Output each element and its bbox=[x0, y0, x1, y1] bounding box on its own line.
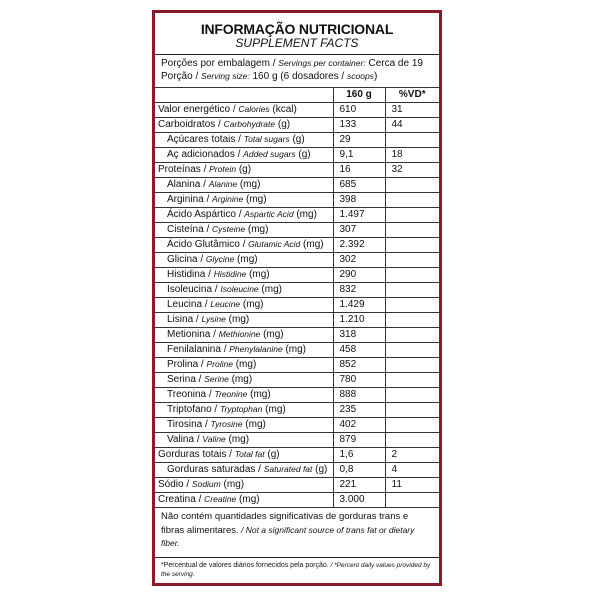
nutrient-name bbox=[155, 118, 333, 133]
nutrient-name bbox=[155, 433, 333, 448]
nutrient-unit: (mg) bbox=[245, 224, 269, 236]
nutrition-facts-panel bbox=[152, 10, 442, 586]
nutrient-dv bbox=[385, 403, 439, 418]
table-row bbox=[155, 358, 439, 373]
nutrient-name-en: Alanine bbox=[208, 179, 238, 190]
nutrient-amount: 302 bbox=[333, 253, 385, 268]
nutrient-amount: 780 bbox=[333, 373, 385, 388]
nutrient-name bbox=[155, 463, 333, 478]
nutrient-dv bbox=[385, 343, 439, 358]
nutrient-amount: 235 bbox=[333, 403, 385, 418]
nutrient-amount: 307 bbox=[333, 223, 385, 238]
table-row bbox=[155, 403, 439, 418]
nutrient-name-en: Serine bbox=[204, 374, 229, 385]
nutrient-name-pt: Histidina / bbox=[167, 269, 214, 281]
nutrient-name-pt: Arginina / bbox=[167, 194, 213, 206]
nutrient-name-pt: Glicina / bbox=[167, 254, 206, 266]
nutrient-dv bbox=[385, 193, 439, 208]
nutrient-name-pt: Valor energético / bbox=[158, 104, 239, 116]
nutrient-unit: (mg) bbox=[225, 314, 250, 326]
nutrient-amount: 2.392 bbox=[333, 238, 385, 253]
nutrient-unit: (g) bbox=[312, 464, 328, 476]
nutrient-name-en: Cysteine bbox=[212, 224, 246, 235]
nutrient-amount: 221 bbox=[333, 478, 385, 493]
nutrient-name bbox=[155, 178, 333, 193]
nutrient-name-en: Lysine bbox=[201, 314, 226, 325]
nutrient-dv bbox=[385, 433, 439, 448]
panel-subtitle: SUPPLEMENT FACTS bbox=[235, 36, 359, 50]
header-amount: 160 g bbox=[333, 88, 385, 103]
nutrient-name-pt: Ácido Glutâmico / bbox=[167, 239, 249, 251]
serving-size-unit: scoops bbox=[347, 71, 374, 81]
serving-info bbox=[155, 55, 439, 83]
nutrient-name bbox=[155, 208, 333, 223]
nutrient-name-en: Phenylalanine bbox=[229, 344, 283, 355]
nutrient-name-en: Tyrosine bbox=[210, 419, 243, 430]
table-row bbox=[155, 418, 439, 433]
nutrient-name-pt: Gorduras totais / bbox=[158, 449, 235, 461]
nutrient-unit: (mg) bbox=[260, 329, 284, 341]
nutrient-dv bbox=[385, 253, 439, 268]
nutrient-name-en: Calories bbox=[238, 104, 270, 115]
nutrient-name-en: Added sugars bbox=[243, 149, 296, 160]
nutrient-name-pt: Tirosina / bbox=[167, 419, 211, 431]
nutrient-dv bbox=[385, 388, 439, 403]
table-row bbox=[155, 343, 439, 358]
daily-value-note bbox=[155, 557, 439, 582]
nutrient-amount: 290 bbox=[333, 268, 385, 283]
nutrient-unit: (mg) bbox=[247, 389, 271, 401]
nutrient-name-pt: Carboidratos / bbox=[158, 119, 224, 131]
nutrient-amount: 610 bbox=[333, 103, 385, 118]
nutrient-dv bbox=[385, 223, 439, 238]
nutrient-unit: (mg) bbox=[258, 284, 282, 296]
nutrient-name bbox=[155, 313, 333, 328]
note-pt: *Percentual de valores diários fornecidos pela porção. bbox=[161, 561, 329, 569]
nutrient-dv bbox=[385, 238, 439, 253]
nutrient-name bbox=[155, 163, 333, 178]
nutrition-table bbox=[155, 87, 439, 508]
nutrient-name-en: Methionine bbox=[218, 329, 261, 340]
nutrient-name-en: Arginine bbox=[212, 194, 244, 205]
nutrient-dv: 11 bbox=[385, 478, 439, 493]
nutrient-unit: (mg) bbox=[246, 269, 270, 281]
nutrient-dv: 2 bbox=[385, 448, 439, 463]
nutrient-name-en: Creatine bbox=[204, 494, 237, 505]
nutrient-name bbox=[155, 403, 333, 418]
table-row bbox=[155, 133, 439, 148]
trans-fat-statement bbox=[155, 508, 439, 551]
nutrient-amount: 879 bbox=[333, 433, 385, 448]
nutrient-unit: (g) bbox=[236, 164, 252, 176]
nutrient-name-pt: Leucina / bbox=[167, 299, 211, 311]
nutrient-dv bbox=[385, 328, 439, 343]
nutrient-name-en: Glycine bbox=[205, 254, 235, 265]
table-row bbox=[155, 493, 439, 508]
nutrient-name-pt: Valina / bbox=[167, 434, 203, 446]
table-row bbox=[155, 433, 439, 448]
nutrient-name-pt: Aç adicionados / bbox=[167, 149, 244, 161]
nutrient-unit: (mg) bbox=[228, 374, 253, 386]
nutrient-name-pt: Serina / bbox=[167, 374, 205, 386]
servings-label-pt: Porções por embalagem / bbox=[161, 58, 279, 69]
servings-per-container bbox=[161, 57, 433, 70]
nutrient-unit: (g) bbox=[295, 149, 311, 161]
nutrient-dv bbox=[385, 373, 439, 388]
note-en: / *Percent daily values provided by the serving. bbox=[161, 561, 431, 578]
table-row bbox=[155, 298, 439, 313]
nutrient-amount: 1.210 bbox=[333, 313, 385, 328]
nutrient-amount: 402 bbox=[333, 418, 385, 433]
nutrient-dv bbox=[385, 178, 439, 193]
nutrient-name-en: Sodium bbox=[191, 479, 221, 490]
table-row bbox=[155, 238, 439, 253]
nutrient-amount: 1.497 bbox=[333, 208, 385, 223]
nutrient-name bbox=[155, 283, 333, 298]
nutrient-name bbox=[155, 478, 333, 493]
nutrient-dv bbox=[385, 298, 439, 313]
table-row bbox=[155, 208, 439, 223]
statement-pt: Não contém quantidades significativas de gorduras trans e fibras alimentares. bbox=[161, 511, 409, 536]
nutrient-dv bbox=[385, 208, 439, 223]
header-dv: %VD* bbox=[385, 88, 439, 103]
table-row bbox=[155, 193, 439, 208]
nutrient-amount: 29 bbox=[333, 133, 385, 148]
nutrient-name-en: Isoleucine bbox=[220, 284, 259, 295]
nutrient-unit: (mg) bbox=[240, 299, 264, 311]
table-row bbox=[155, 178, 439, 193]
nutrient-unit: (kcal) bbox=[269, 104, 297, 116]
nutrient-amount: 133 bbox=[333, 118, 385, 133]
nutrient-name-en: Carbohydrate bbox=[223, 119, 276, 130]
serving-size-label-en: Serving size: bbox=[201, 71, 250, 81]
panel-title: INFORMAÇÃO NUTRICIONAL bbox=[200, 21, 394, 37]
nutrient-name-en: Leucine bbox=[210, 299, 241, 310]
nutrient-name-en: Tryptophan bbox=[220, 404, 263, 415]
nutrient-amount: 1,6 bbox=[333, 448, 385, 463]
nutrient-unit: (mg) bbox=[282, 344, 307, 356]
nutrient-name-en: Valine bbox=[202, 434, 226, 445]
serving-size bbox=[161, 70, 433, 83]
nutrient-name-en: Aspartic Acid bbox=[244, 209, 294, 220]
table-row bbox=[155, 313, 439, 328]
nutrient-unit: (mg) bbox=[262, 404, 286, 416]
nutrient-name-pt: Gorduras saturadas / bbox=[167, 464, 264, 476]
nutrient-dv bbox=[385, 358, 439, 373]
nutrient-name bbox=[155, 493, 333, 508]
table-row bbox=[155, 118, 439, 133]
nutrient-unit: (mg) bbox=[300, 239, 324, 251]
table-row bbox=[155, 328, 439, 343]
table-row bbox=[155, 148, 439, 163]
servings-label-en: Servings per container: bbox=[278, 58, 366, 68]
table-row bbox=[155, 253, 439, 268]
table-row bbox=[155, 103, 439, 118]
table-row bbox=[155, 478, 439, 493]
nutrient-unit: (mg) bbox=[242, 419, 266, 431]
table-row bbox=[155, 373, 439, 388]
nutrient-name bbox=[155, 448, 333, 463]
nutrient-name-en: Proline bbox=[206, 359, 233, 370]
nutrient-name-en: Saturated fat bbox=[263, 464, 313, 475]
nutrient-name bbox=[155, 253, 333, 268]
nutrient-name-pt: Ácido Aspártico / bbox=[167, 209, 245, 221]
nutrient-name bbox=[155, 238, 333, 253]
nutrient-name-pt: Isoleucina / bbox=[167, 284, 221, 296]
nutrient-amount: 888 bbox=[333, 388, 385, 403]
nutrient-dv: 4 bbox=[385, 463, 439, 478]
nutrient-name-pt: Treonina / bbox=[167, 389, 215, 401]
statement-en: / Not a significant source of trans fat or dietary fiber. bbox=[161, 524, 415, 548]
table-row bbox=[155, 463, 439, 478]
nutrient-name-pt: Proteínas / bbox=[158, 164, 210, 176]
nutrient-name-pt: Açúcares totais / bbox=[167, 134, 244, 146]
nutrient-amount: 685 bbox=[333, 178, 385, 193]
nutrient-unit: (mg) bbox=[232, 359, 257, 371]
nutrient-name-pt: Prolina / bbox=[167, 359, 207, 371]
nutrient-name-pt: Cisteína / bbox=[167, 224, 213, 236]
nutrient-amount: 832 bbox=[333, 283, 385, 298]
nutrient-unit: (mg) bbox=[225, 434, 250, 446]
nutrient-dv bbox=[385, 493, 439, 508]
nutrient-name-pt: Sódio / bbox=[158, 479, 192, 491]
nutrient-name bbox=[155, 193, 333, 208]
nutrient-name-en: Glutamic Acid bbox=[248, 239, 301, 250]
nutrient-dv: 32 bbox=[385, 163, 439, 178]
serving-size-label-pt: Porção / bbox=[161, 71, 202, 82]
nutrient-name bbox=[155, 103, 333, 118]
nutrient-amount: 398 bbox=[333, 193, 385, 208]
panel-header bbox=[155, 13, 439, 50]
nutrient-dv: 18 bbox=[385, 148, 439, 163]
nutrient-amount: 852 bbox=[333, 358, 385, 373]
nutrient-name-pt: Fenilalanina / bbox=[167, 344, 230, 356]
nutrient-unit: (mg) bbox=[236, 494, 260, 506]
nutrient-name bbox=[155, 133, 333, 148]
nutrient-name-pt: Triptofano / bbox=[167, 404, 220, 416]
nutrient-name-pt: Lisina / bbox=[167, 314, 202, 326]
nutrient-dv bbox=[385, 268, 439, 283]
nutrient-name-pt: Metionina / bbox=[167, 329, 219, 341]
nutrient-name-en: Histidine bbox=[213, 269, 247, 280]
nutrient-unit: (g) bbox=[289, 134, 305, 146]
nutrient-dv bbox=[385, 283, 439, 298]
servings-value: Cerca de 19 bbox=[365, 58, 423, 69]
nutrient-unit: (g) bbox=[275, 119, 291, 131]
nutrient-unit: (g) bbox=[264, 449, 280, 461]
nutrient-dv: 31 bbox=[385, 103, 439, 118]
nutrient-amount: 0,8 bbox=[333, 463, 385, 478]
serving-size-value: 160 g (6 dosadores / bbox=[249, 71, 347, 82]
nutrient-dv bbox=[385, 133, 439, 148]
nutrient-name bbox=[155, 373, 333, 388]
nutrient-name bbox=[155, 298, 333, 313]
nutrient-dv bbox=[385, 418, 439, 433]
table-row bbox=[155, 268, 439, 283]
nutrient-name-en: Protein bbox=[209, 164, 237, 175]
table-row bbox=[155, 448, 439, 463]
table-row bbox=[155, 163, 439, 178]
nutrient-amount: 458 bbox=[333, 343, 385, 358]
nutrient-amount: 3.000 bbox=[333, 493, 385, 508]
table-row bbox=[155, 223, 439, 238]
nutrient-unit: (mg) bbox=[293, 209, 317, 221]
nutrient-name-en: Total fat bbox=[234, 449, 265, 460]
table-row bbox=[155, 388, 439, 403]
nutrient-unit: (mg) bbox=[243, 194, 267, 206]
nutrient-name bbox=[155, 223, 333, 238]
nutrient-unit: (mg) bbox=[220, 479, 245, 491]
nutrient-name-pt: Creatina / bbox=[158, 494, 205, 506]
serving-size-close: ) bbox=[373, 71, 378, 82]
nutrient-unit: (mg) bbox=[234, 254, 258, 266]
nutrient-name bbox=[155, 418, 333, 433]
table-row bbox=[155, 283, 439, 298]
nutrient-name bbox=[155, 358, 333, 373]
nutrient-name-en: Treonine bbox=[214, 389, 248, 400]
header-blank bbox=[155, 88, 333, 103]
nutrient-dv bbox=[385, 313, 439, 328]
nutrient-amount: 9,1 bbox=[333, 148, 385, 163]
nutrient-amount: 16 bbox=[333, 163, 385, 178]
nutrient-amount: 318 bbox=[333, 328, 385, 343]
nutrient-unit: (mg) bbox=[237, 179, 261, 191]
nutrient-name bbox=[155, 148, 333, 163]
nutrient-name-pt: Alanina / bbox=[167, 179, 209, 191]
nutrient-name bbox=[155, 268, 333, 283]
nutrient-dv: 44 bbox=[385, 118, 439, 133]
nutrient-name bbox=[155, 343, 333, 358]
nutrient-name bbox=[155, 328, 333, 343]
nutrient-name-en: Total sugars bbox=[243, 134, 290, 145]
table-header-row bbox=[155, 88, 439, 103]
nutrient-name bbox=[155, 388, 333, 403]
nutrient-amount: 1.429 bbox=[333, 298, 385, 313]
nutrition-rows bbox=[155, 103, 439, 508]
